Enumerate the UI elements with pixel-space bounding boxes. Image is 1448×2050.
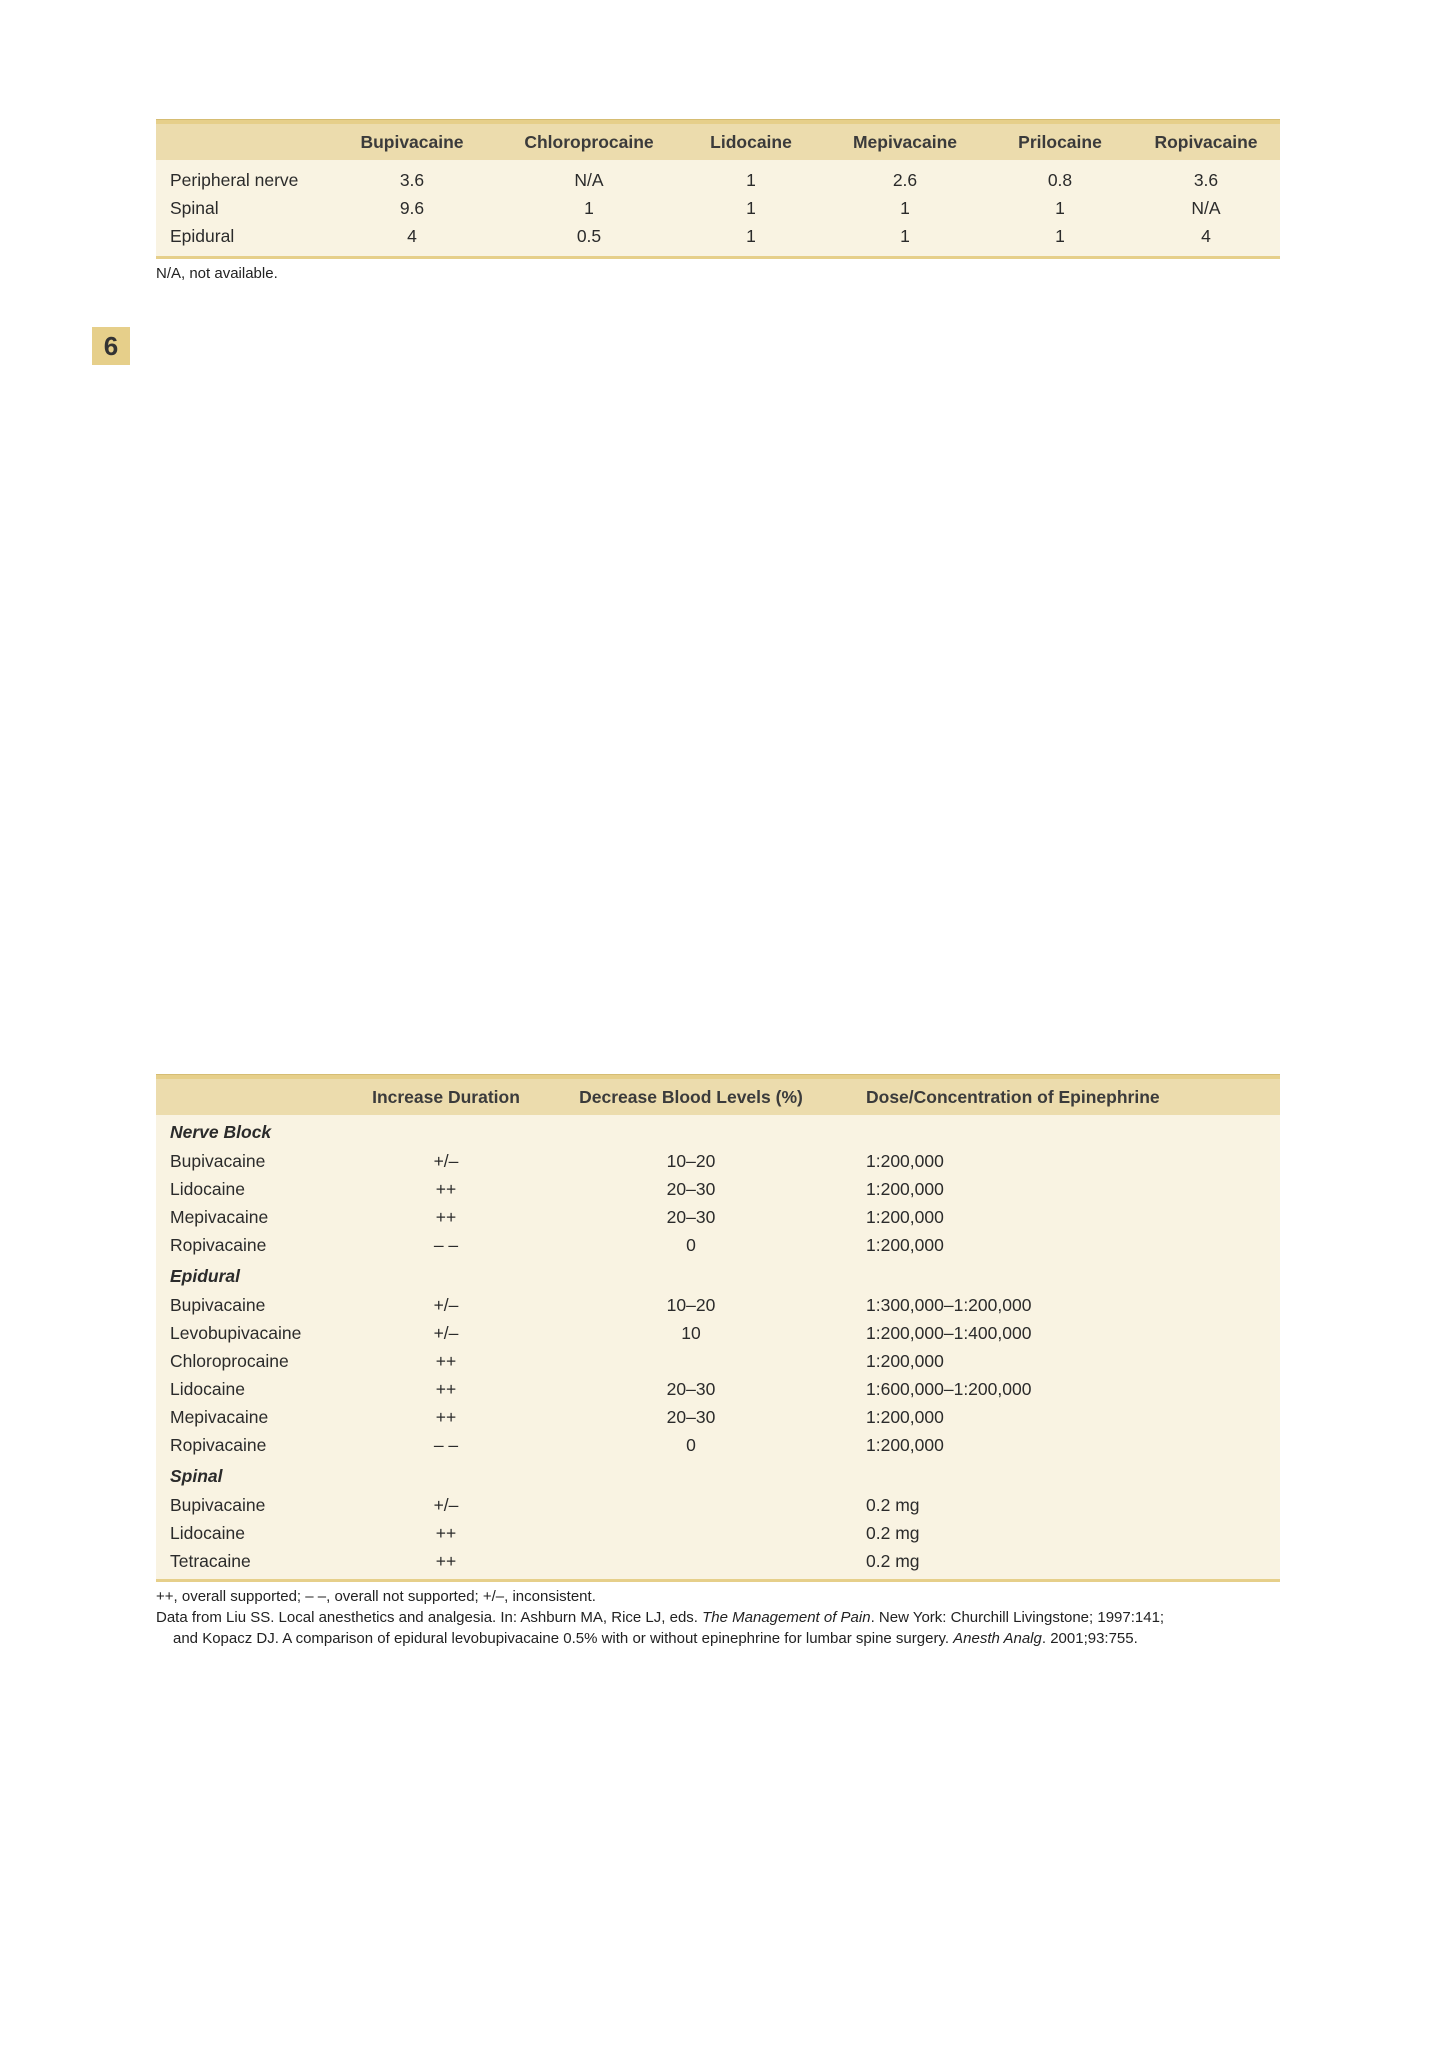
row-label: Epidural (170, 225, 235, 246)
table-cell: 1 (584, 197, 594, 218)
blood-level-cell: 10–20 (666, 1150, 716, 1171)
table-cell: 1 (746, 197, 756, 218)
section-title: Nerve Block (170, 1121, 272, 1142)
row-label: Lidocaine (170, 1522, 245, 1543)
blood-level-cell: 10–20 (666, 1294, 716, 1315)
table-row (156, 1519, 1280, 1547)
duration-cell: ++ (435, 1406, 457, 1427)
citation-text: Data from Liu SS. Local anesthetics and analgesia. In: Ashburn MA, Rice LJ, eds. (156, 1609, 703, 1626)
blood-level-cell: 10 (681, 1322, 701, 1343)
dose-cell: 0.2 mg (866, 1550, 920, 1571)
source-citation-continued (156, 1628, 1280, 1649)
dose-cell: 1:600,000–1:200,000 (866, 1378, 1032, 1399)
table-cell: 1 (900, 225, 910, 246)
table-row (156, 1319, 1280, 1347)
column-header: Dose/Concentration of Epinephrine (866, 1086, 1160, 1107)
section-title: Epidural (170, 1265, 241, 1286)
table-row (156, 194, 1280, 222)
table-bottom-rule (156, 1579, 1280, 1582)
row-label: Spinal (170, 197, 219, 218)
epinephrine-table-grid (156, 1079, 1280, 1579)
table-row (156, 1147, 1280, 1175)
chapter-number-tab: 6 (92, 327, 130, 365)
table-header-row (156, 124, 1280, 160)
dose-cell: 1:200,000 (866, 1434, 944, 1455)
table-cell: 3.6 (1193, 169, 1219, 190)
table-row (156, 1431, 1280, 1459)
table-cell: 4 (1201, 225, 1211, 246)
blood-level-cell: 20–30 (666, 1406, 716, 1427)
row-label: Lidocaine (170, 1378, 245, 1399)
row-label: Levobupivacaine (170, 1322, 302, 1343)
blood-level-cell: 20–30 (666, 1206, 716, 1227)
duration-cell: – – (433, 1234, 459, 1255)
dose-cell: 1:300,000–1:200,000 (866, 1294, 1032, 1315)
row-label: Lidocaine (170, 1178, 245, 1199)
section-header-row (156, 1115, 1280, 1147)
row-label: Mepivacaine (170, 1406, 269, 1427)
table-row (156, 166, 1280, 194)
table-footnote (156, 1586, 1280, 1649)
table-row (156, 1375, 1280, 1403)
row-label: Tetracaine (170, 1550, 251, 1571)
citation-text: . New York: Churchill Livingstone; 1997:141; (870, 1609, 1165, 1626)
table-cell: 2.6 (892, 169, 918, 190)
table-cell: 1 (900, 197, 910, 218)
table-row (156, 1175, 1280, 1203)
dose-cell: 0.2 mg (866, 1522, 920, 1543)
section-header-row (156, 1259, 1280, 1291)
table-cell: 0.5 (576, 225, 602, 246)
blood-level-cell (546, 1547, 836, 1575)
duration-cell: ++ (435, 1550, 457, 1571)
row-label: Ropivacaine (170, 1434, 267, 1455)
column-header: Prilocaine (1018, 131, 1102, 152)
blood-level-cell: 20–30 (666, 1178, 716, 1199)
table-row (156, 1491, 1280, 1519)
column-header: Increase Duration (372, 1086, 520, 1107)
dose-cell: 1:200,000 (866, 1150, 944, 1171)
column-header: Chloroprocaine (524, 131, 654, 152)
blood-level-cell: 20–30 (666, 1378, 716, 1399)
table-cell: 1 (746, 225, 756, 246)
blood-level-cell (546, 1519, 836, 1547)
duration-cell: +/– (433, 1322, 459, 1343)
column-header: Bupivacaine (360, 131, 464, 152)
row-label: Bupivacaine (170, 1150, 266, 1171)
table-cell: N/A (1191, 197, 1221, 218)
table-bottom-rule (156, 256, 1280, 259)
duration-cell: – – (433, 1434, 459, 1455)
duration-cell: +/– (433, 1150, 459, 1171)
table-row (156, 222, 1280, 250)
row-label: Chloroprocaine (170, 1350, 289, 1371)
citation-book-title: The Management of Pain (702, 1609, 871, 1626)
table-cell: N/A (574, 169, 604, 190)
column-header: Lidocaine (710, 131, 792, 152)
potency-table-grid (156, 124, 1280, 256)
section-header-row (156, 1459, 1280, 1491)
source-citation (156, 1607, 1280, 1628)
section-title: Spinal (170, 1465, 223, 1486)
duration-cell: ++ (435, 1378, 457, 1399)
potency-table (156, 119, 1280, 284)
duration-cell: +/– (433, 1294, 459, 1315)
table-row (156, 1403, 1280, 1431)
table-cell: 4 (407, 225, 417, 246)
table-cell: 1 (746, 169, 756, 190)
duration-cell: ++ (435, 1206, 457, 1227)
column-header (156, 1079, 346, 1115)
row-label: Bupivacaine (170, 1294, 266, 1315)
row-label: Ropivacaine (170, 1234, 267, 1255)
table-cell: 9.6 (399, 197, 425, 218)
dose-cell: 0.2 mg (866, 1494, 920, 1515)
dose-cell: 1:200,000 (866, 1206, 944, 1227)
column-header: Mepivacaine (852, 131, 958, 152)
dose-cell: 1:200,000–1:400,000 (866, 1322, 1032, 1343)
epinephrine-table (156, 1074, 1280, 1649)
blood-level-cell (546, 1491, 836, 1519)
duration-cell: ++ (435, 1522, 457, 1543)
column-header: Decrease Blood Levels (%) (579, 1086, 803, 1107)
blood-level-cell (546, 1347, 836, 1375)
column-header (156, 124, 326, 160)
citation-text: and Kopacz DJ. A comparison of epidural levobupivacaine 0.5% with or without epinephrine for lumbar spine surgery. (173, 1630, 954, 1647)
duration-cell: ++ (435, 1350, 457, 1371)
dose-cell: 1:200,000 (866, 1350, 944, 1371)
row-label: Mepivacaine (170, 1206, 269, 1227)
blood-level-cell: 0 (686, 1234, 696, 1255)
table-cell: 3.6 (399, 169, 425, 190)
row-label: Bupivacaine (170, 1494, 266, 1515)
table-row (156, 1347, 1280, 1375)
blood-level-cell: 0 (686, 1434, 696, 1455)
duration-cell: +/– (433, 1494, 459, 1515)
table-row (156, 1291, 1280, 1319)
table-row (156, 1231, 1280, 1259)
citation-text: . 2001;93:755. (1041, 1630, 1138, 1647)
row-label: Peripheral nerve (170, 169, 299, 190)
column-header: Ropivacaine (1154, 131, 1258, 152)
footnote-legend: ++, overall supported; – –, overall not supported; +/–, inconsistent. (156, 1588, 596, 1605)
citation-journal: Anesth Analg (953, 1630, 1042, 1647)
duration-cell: ++ (435, 1178, 457, 1199)
table-cell: 1 (1055, 197, 1065, 218)
table-header-row (156, 1079, 1280, 1115)
dose-cell: 1:200,000 (866, 1178, 944, 1199)
dose-cell: 1:200,000 (866, 1406, 944, 1427)
table-row (156, 1203, 1280, 1231)
table-cell: 0.8 (1047, 169, 1073, 190)
table-row (156, 1547, 1280, 1575)
table-cell: 1 (1055, 225, 1065, 246)
dose-cell: 1:200,000 (866, 1234, 944, 1255)
table-footnote: N/A, not available. (156, 265, 278, 282)
